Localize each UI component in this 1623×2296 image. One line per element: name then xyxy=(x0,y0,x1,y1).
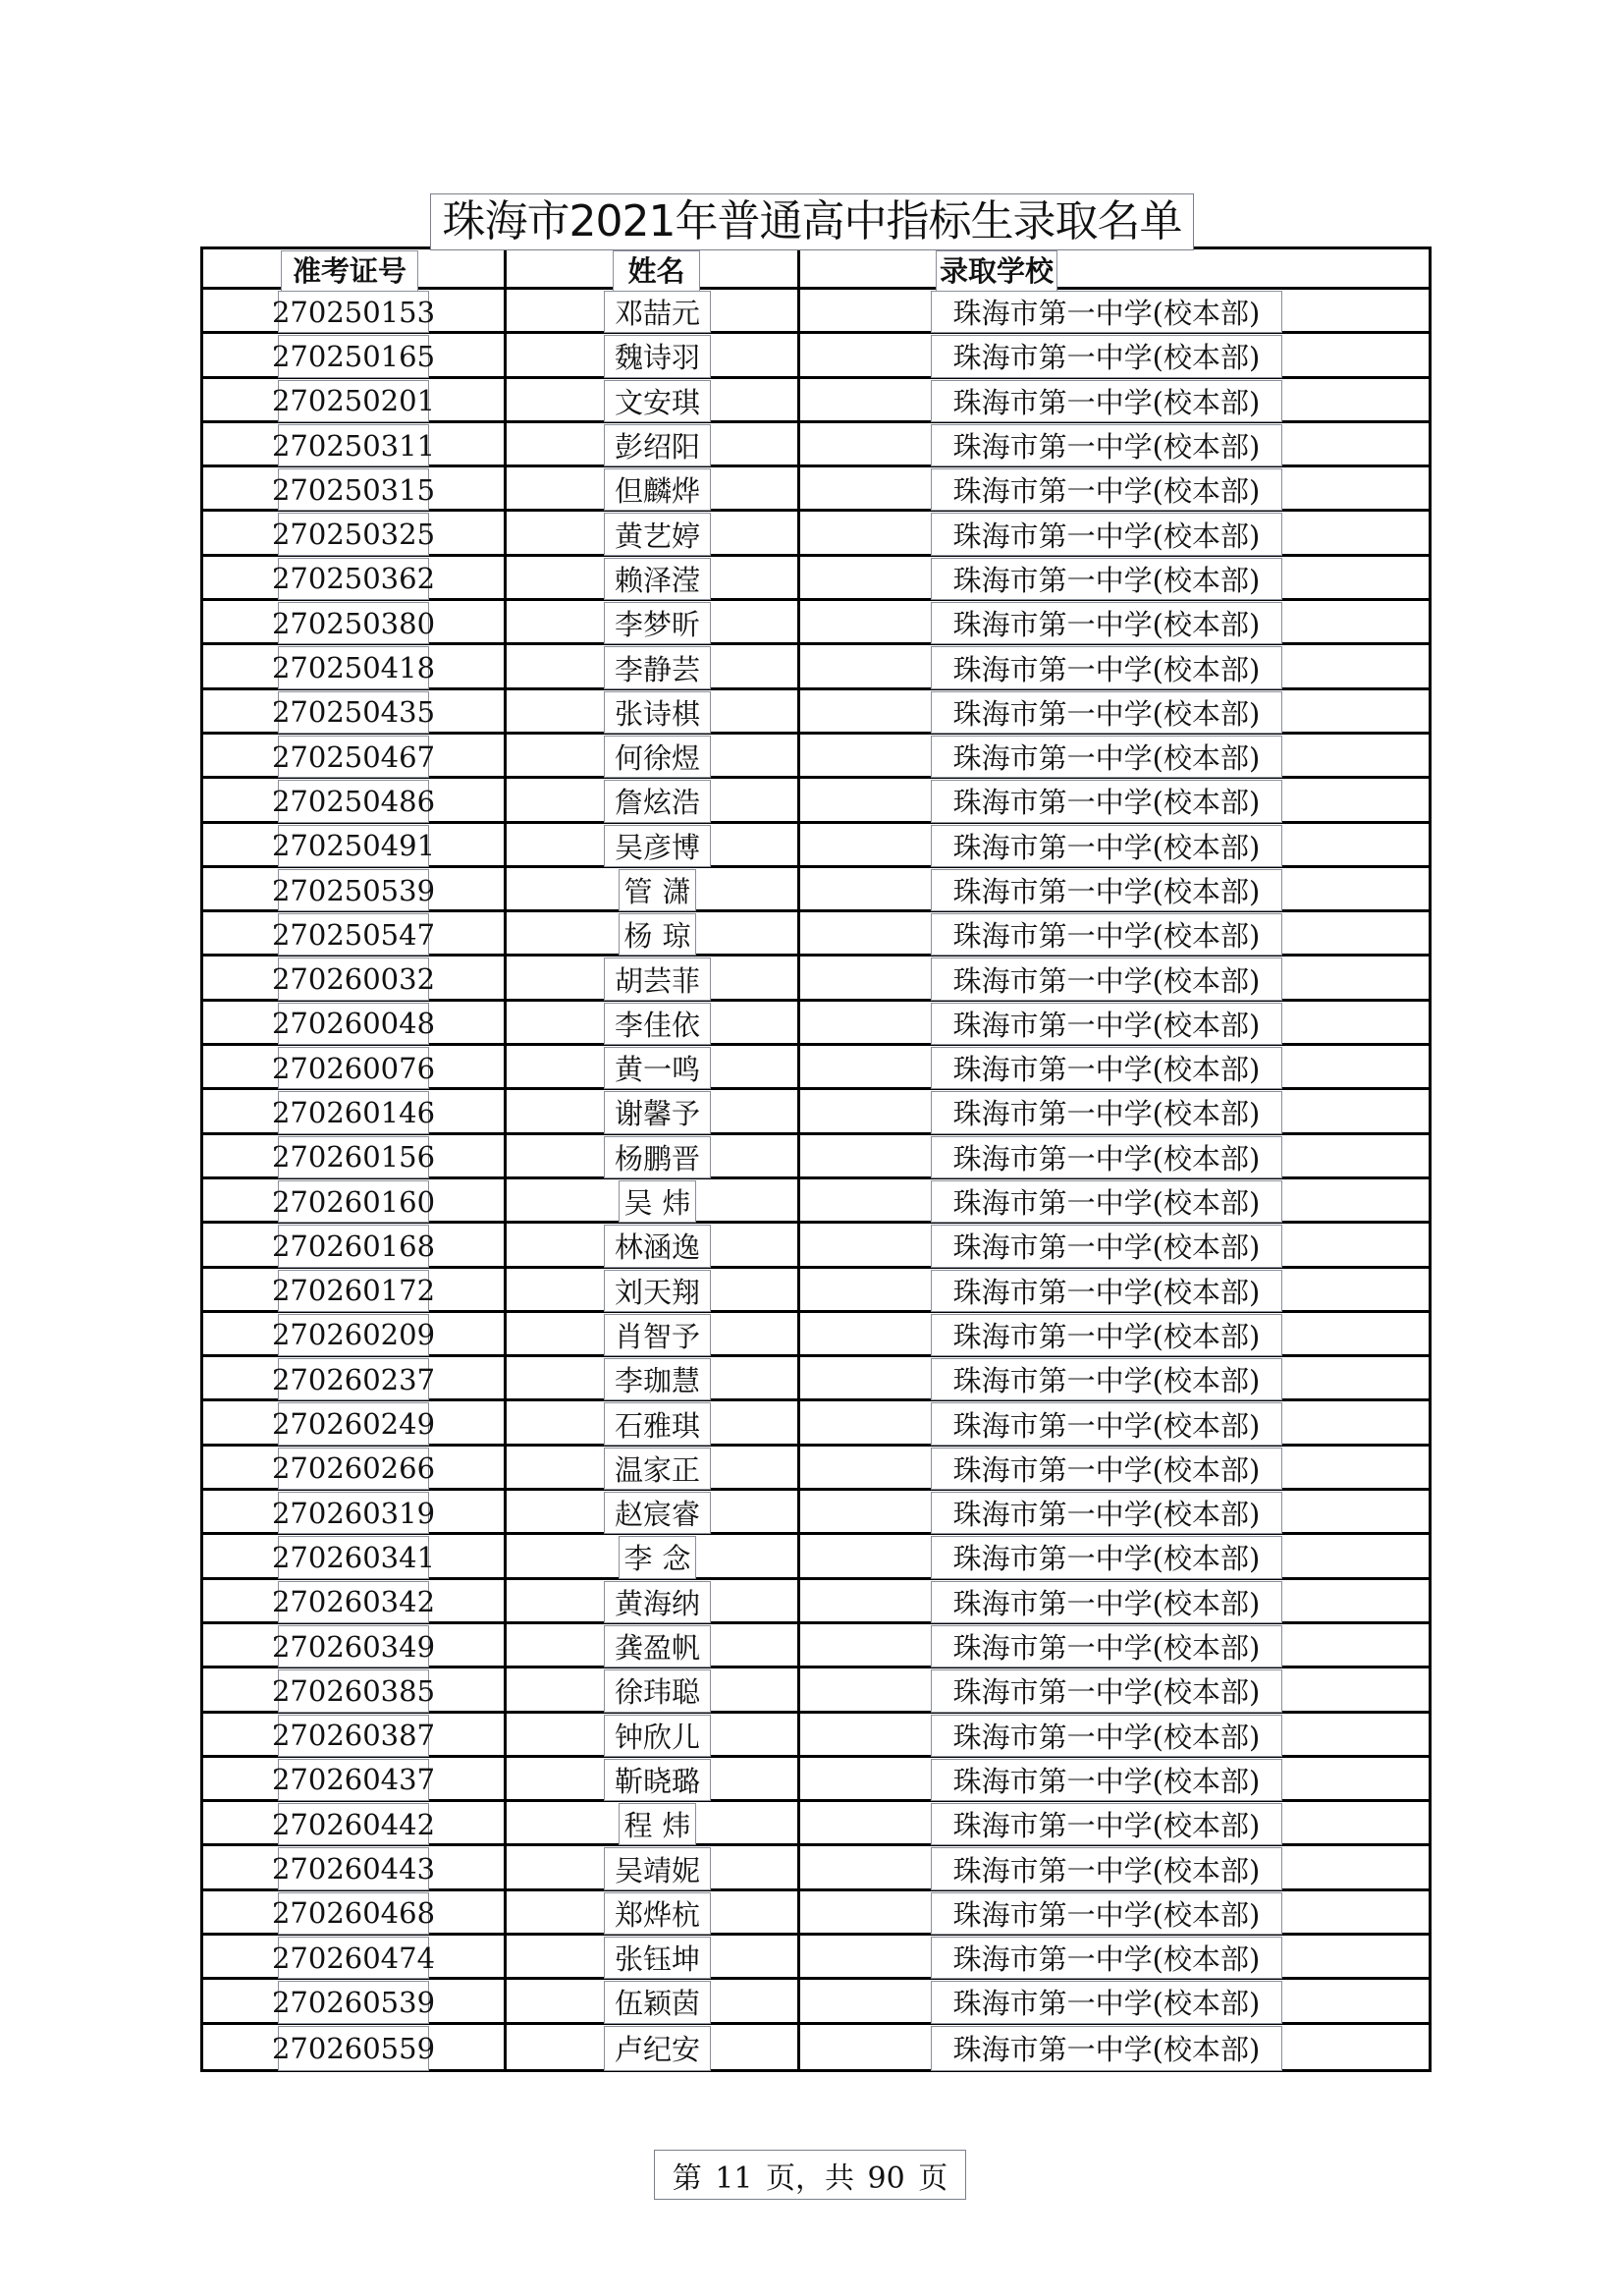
table-row xyxy=(203,1179,1429,1224)
school-cell: 珠海市第一中学(校本部) xyxy=(931,1047,1282,1089)
exam-id-cell: 270260437 xyxy=(278,1759,429,1801)
student-name-cell: 伍颖茵 xyxy=(604,1981,711,2023)
exam-id-cell: 270250153 xyxy=(278,291,429,333)
table-row xyxy=(203,1313,1429,1357)
student-name-cell: 龚盈帆 xyxy=(604,1625,711,1667)
school-cell: 珠海市第一中学(校本部) xyxy=(931,1847,1282,1889)
student-name-cell: 李佳依 xyxy=(604,1003,711,1045)
school-cell: 珠海市第一中学(校本部) xyxy=(931,825,1282,867)
school-cell: 珠海市第一中学(校本部) xyxy=(931,1892,1282,1935)
table-row xyxy=(203,2025,1429,2069)
table-row xyxy=(203,1846,1429,1890)
school-cell: 珠海市第一中学(校本部) xyxy=(931,691,1282,734)
table-row xyxy=(203,512,1429,556)
exam-id-cell: 270260048 xyxy=(278,1003,429,1045)
school-cell: 珠海市第一中学(校本部) xyxy=(931,646,1282,688)
exam-id-cell: 270260160 xyxy=(278,1180,429,1223)
column-header-school: 录取学校 xyxy=(936,250,1057,293)
table-row xyxy=(203,290,1429,334)
student-name-cell: 郑烨杭 xyxy=(604,1892,711,1935)
exam-id-cell: 270260172 xyxy=(278,1270,429,1312)
school-cell: 珠海市第一中学(校本部) xyxy=(931,1492,1282,1534)
school-cell: 珠海市第一中学(校本部) xyxy=(931,1803,1282,1845)
student-name-cell: 林涵逸 xyxy=(604,1225,711,1267)
student-name-cell: 温家正 xyxy=(604,1448,711,1490)
table-row xyxy=(203,557,1429,601)
student-name-cell: 钟欣儿 xyxy=(604,1715,711,1757)
exam-id-cell: 270260342 xyxy=(278,1581,429,1623)
school-cell: 珠海市第一中学(校本部) xyxy=(931,1180,1282,1223)
student-name-cell: 肖智予 xyxy=(604,1314,711,1356)
school-cell: 珠海市第一中学(校本部) xyxy=(931,1625,1282,1667)
student-name-cell: 程炜 xyxy=(619,1803,696,1845)
exam-id-cell: 270260156 xyxy=(278,1136,429,1178)
exam-id-cell: 270250325 xyxy=(278,513,429,555)
exam-id-cell: 270260237 xyxy=(278,1358,429,1400)
student-name-cell: 刘天翔 xyxy=(604,1270,711,1312)
exam-id-cell: 270260319 xyxy=(278,1492,429,1534)
school-cell: 珠海市第一中学(校本部) xyxy=(931,913,1282,956)
exam-id-cell: 270260341 xyxy=(278,1536,429,1578)
table-row xyxy=(203,1269,1429,1313)
student-name-cell: 文安琪 xyxy=(604,380,711,422)
exam-id-cell: 270250467 xyxy=(278,736,429,778)
student-name-cell: 石雅琪 xyxy=(604,1402,711,1445)
table-row xyxy=(203,1535,1429,1579)
exam-id-cell: 270250315 xyxy=(278,468,429,511)
exam-id-cell: 270250165 xyxy=(278,335,429,377)
exam-id-cell: 270260387 xyxy=(278,1715,429,1757)
student-name-cell: 吴炜 xyxy=(619,1180,696,1223)
student-name-cell: 李静芸 xyxy=(604,646,711,688)
school-cell: 珠海市第一中学(校本部) xyxy=(931,1448,1282,1490)
student-name-cell: 杨琼 xyxy=(619,913,696,956)
table-row xyxy=(203,645,1429,689)
school-cell: 珠海市第一中学(校本部) xyxy=(931,380,1282,422)
school-cell: 珠海市第一中学(校本部) xyxy=(931,468,1282,511)
school-cell: 珠海市第一中学(校本部) xyxy=(931,1981,1282,2023)
table-row xyxy=(203,1447,1429,1491)
table-row xyxy=(203,467,1429,512)
exam-id-cell: 270250380 xyxy=(278,602,429,644)
table-row xyxy=(203,1090,1429,1134)
student-name-cell: 邓喆元 xyxy=(604,291,711,333)
school-cell: 珠海市第一中学(校本部) xyxy=(931,1669,1282,1712)
school-cell: 珠海市第一中学(校本部) xyxy=(931,558,1282,600)
school-cell: 珠海市第一中学(校本部) xyxy=(931,335,1282,377)
exam-id-cell: 270260209 xyxy=(278,1314,429,1356)
exam-id-cell: 270260349 xyxy=(278,1625,429,1667)
table-row xyxy=(203,1357,1429,1401)
column-header-exam-id: 准考证号 xyxy=(281,250,418,293)
exam-id-cell: 270260539 xyxy=(278,1981,429,2023)
student-name-cell: 李梦昕 xyxy=(604,602,711,644)
exam-id-cell: 270250362 xyxy=(278,558,429,600)
table-row xyxy=(203,334,1429,378)
school-cell: 珠海市第一中学(校本部) xyxy=(931,602,1282,644)
school-cell: 珠海市第一中学(校本部) xyxy=(931,424,1282,466)
table-row xyxy=(203,779,1429,823)
school-cell: 珠海市第一中学(校本部) xyxy=(931,2026,1282,2071)
table-row xyxy=(203,1580,1429,1624)
table-row xyxy=(203,1224,1429,1268)
exam-id-cell: 270250547 xyxy=(278,913,429,956)
exam-id-cell: 270260032 xyxy=(278,957,429,1000)
school-cell: 珠海市第一中学(校本部) xyxy=(931,1091,1282,1133)
document-title xyxy=(430,193,1194,250)
student-name-cell: 吴彦博 xyxy=(604,825,711,867)
table-row xyxy=(203,1980,1429,2024)
table-row xyxy=(203,1758,1429,1802)
exam-id-cell: 270250435 xyxy=(278,691,429,734)
table-header-row xyxy=(203,249,1429,290)
school-cell: 珠海市第一中学(校本部) xyxy=(931,1003,1282,1045)
exam-id-cell: 270260468 xyxy=(278,1892,429,1935)
school-cell: 珠海市第一中学(校本部) xyxy=(931,1937,1282,1979)
student-name-cell: 吴靖妮 xyxy=(604,1847,711,1889)
student-name-cell: 张钰坤 xyxy=(604,1937,711,1979)
school-cell: 珠海市第一中学(校本部) xyxy=(931,1536,1282,1578)
school-cell: 珠海市第一中学(校本部) xyxy=(931,869,1282,911)
student-name-cell: 赵宸睿 xyxy=(604,1492,711,1534)
student-name-cell: 管潇 xyxy=(619,869,696,911)
student-name-cell: 黄艺婷 xyxy=(604,513,711,555)
exam-id-cell: 270260076 xyxy=(278,1047,429,1089)
exam-id-cell: 270250486 xyxy=(278,780,429,822)
student-name-cell: 卢纪安 xyxy=(604,2026,711,2071)
exam-id-cell: 270260443 xyxy=(278,1847,429,1889)
table-row xyxy=(203,1002,1429,1046)
student-name-cell: 何徐煜 xyxy=(604,736,711,778)
table-row xyxy=(203,957,1429,1001)
table-row xyxy=(203,601,1429,645)
table-row xyxy=(203,1714,1429,1758)
table-row xyxy=(203,868,1429,912)
school-cell: 珠海市第一中学(校本部) xyxy=(931,780,1282,822)
table-row xyxy=(203,1802,1429,1846)
student-name-cell: 李珈慧 xyxy=(604,1358,711,1400)
school-cell: 珠海市第一中学(校本部) xyxy=(931,1136,1282,1178)
exam-id-cell: 270260385 xyxy=(278,1669,429,1712)
school-cell: 珠海市第一中学(校本部) xyxy=(931,1581,1282,1623)
table-row xyxy=(203,1936,1429,1980)
exam-id-cell: 270260474 xyxy=(278,1937,429,1979)
table-row xyxy=(203,1624,1429,1668)
table-row xyxy=(203,379,1429,423)
school-cell: 珠海市第一中学(校本部) xyxy=(931,1715,1282,1757)
student-name-cell: 魏诗羽 xyxy=(604,335,711,377)
student-name-cell: 徐玮聪 xyxy=(604,1669,711,1712)
student-name-cell: 胡芸菲 xyxy=(604,957,711,1000)
table-row xyxy=(203,1491,1429,1535)
student-name-cell: 张诗棋 xyxy=(604,691,711,734)
school-cell: 珠海市第一中学(校本部) xyxy=(931,1358,1282,1400)
exam-id-cell: 270260168 xyxy=(278,1225,429,1267)
student-name-cell: 李念 xyxy=(619,1536,696,1578)
table-row xyxy=(203,1401,1429,1446)
school-cell: 珠海市第一中学(校本部) xyxy=(931,291,1282,333)
school-cell: 珠海市第一中学(校本部) xyxy=(931,957,1282,1000)
table-row xyxy=(203,1891,1429,1936)
table-row xyxy=(203,912,1429,957)
school-cell: 珠海市第一中学(校本部) xyxy=(931,513,1282,555)
table-row xyxy=(203,735,1429,779)
student-name-cell: 黄海纳 xyxy=(604,1581,711,1623)
exam-id-cell: 270250201 xyxy=(278,380,429,422)
exam-id-cell: 270250311 xyxy=(278,424,429,466)
page-footer: 第 11 页，共 90 页 xyxy=(654,2150,966,2200)
exam-id-cell: 270250418 xyxy=(278,646,429,688)
school-cell: 珠海市第一中学(校本部) xyxy=(931,736,1282,778)
school-cell: 珠海市第一中学(校本部) xyxy=(931,1402,1282,1445)
table-row xyxy=(203,1135,1429,1179)
school-cell: 珠海市第一中学(校本部) xyxy=(931,1759,1282,1801)
student-name-cell: 杨鹏晋 xyxy=(604,1136,711,1178)
student-name-cell: 彭绍阳 xyxy=(604,424,711,466)
student-name-cell: 黄一鸣 xyxy=(604,1047,711,1089)
student-name-cell: 詹炫浩 xyxy=(604,780,711,822)
exam-id-cell: 270260266 xyxy=(278,1448,429,1490)
admission-table xyxy=(200,246,1432,2072)
student-name-cell: 谢馨予 xyxy=(604,1091,711,1133)
school-cell: 珠海市第一中学(校本部) xyxy=(931,1270,1282,1312)
student-name-cell: 但麟烨 xyxy=(604,468,711,511)
exam-id-cell: 270260442 xyxy=(278,1803,429,1845)
exam-id-cell: 270260146 xyxy=(278,1091,429,1133)
table-row xyxy=(203,824,1429,868)
school-cell: 珠海市第一中学(校本部) xyxy=(931,1225,1282,1267)
exam-id-cell: 270260559 xyxy=(278,2026,429,2071)
document-title-text: 珠海市2021年普通高中指标生录取名单 xyxy=(442,196,1182,246)
table-row xyxy=(203,1046,1429,1090)
exam-id-cell: 270250491 xyxy=(278,825,429,867)
table-row xyxy=(203,1668,1429,1713)
student-name-cell: 靳晓璐 xyxy=(604,1759,711,1801)
student-name-cell: 赖泽滢 xyxy=(604,558,711,600)
school-cell: 珠海市第一中学(校本部) xyxy=(931,1314,1282,1356)
exam-id-cell: 270250539 xyxy=(278,869,429,911)
table-row xyxy=(203,423,1429,467)
column-header-name: 姓名 xyxy=(613,250,700,293)
table-row xyxy=(203,690,1429,735)
exam-id-cell: 270260249 xyxy=(278,1402,429,1445)
